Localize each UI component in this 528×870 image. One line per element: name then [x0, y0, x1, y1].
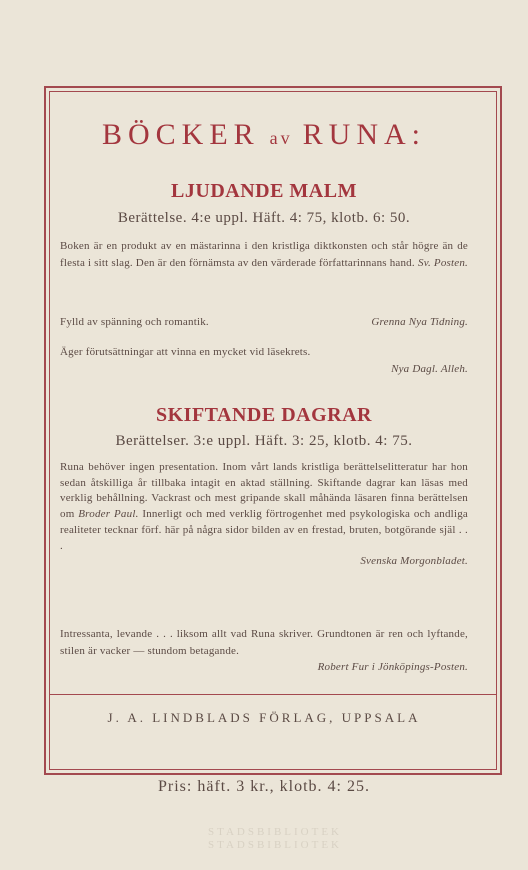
book1-title: LJUDANDE MALM — [171, 180, 357, 202]
publisher: J. A. LINDBLADS FÖRLAG, UPPSALA — [107, 710, 421, 725]
review-text-continued: Innerligt och med verklig förtrogenhet med psykologiska och andliga realiteter tecknar förf. här på några sidor bilden av en frestad, bruten, botgörande själ . . . — [60, 508, 468, 552]
stamp-line-1: STADSBIBLIOTEK — [207, 826, 342, 838]
price-line: Pris: häft. 3 kr., klotb. 4: 25. — [158, 778, 370, 795]
book2-review-2 — [60, 626, 468, 676]
review-story-title: Broder Paul. — [78, 508, 139, 521]
book2-title: SKIFTANDE DAGRAR — [156, 404, 372, 426]
review-source: Robert Fur i Jönköpings-Posten. — [317, 661, 468, 673]
review-source: Grenna Nya Tidning. — [371, 316, 468, 328]
review-source: Nya Dagl. Alleh. — [391, 362, 468, 375]
book2-info: Berättelser. 3:e uppl. Häft. 3: 25, klotb. 4: 75. — [115, 433, 413, 449]
page-title — [0, 118, 528, 152]
book1-review-2 — [60, 314, 468, 331]
review-text: Runa behöver ingen presentation. Inom vårt lands kristliga berättelselitteratur har hon sedan åtskilliga år tillbaka intagit en aktad ställning. Skiftande dagrar kan läsas med verklig behållning. Vackrast och mest gripande skall måhända läsaren finna berättelsen om — [60, 461, 468, 521]
review-source: Sv. Posten. — [418, 256, 468, 269]
book1-info: Berättelse. 4:e uppl. Häft. 4: 75, klotb. 6: 50. — [117, 210, 411, 226]
review-text: Intressanta, levande . . . liksom allt vad Runa skriver. Grundtonen är ren och lyftande, stilen är vacker — stundom betagande. — [60, 628, 468, 657]
title-author: RUNA: — [302, 118, 427, 151]
book1-review-3 — [60, 344, 468, 377]
book2-review-1 — [60, 460, 468, 570]
review-text: Boken är en produkt av en mästarinna i den kristliga diktkonsten och står högre än de flesta i sitt slag. Den är den förnämsta av den värderade författarinnans hand. — [60, 240, 468, 269]
review-text: Fylld av spänning och romantik. — [60, 316, 209, 328]
publisher-divider — [50, 694, 496, 695]
title-books: BÖCKER — [101, 118, 260, 151]
book1-review-1 — [60, 238, 468, 271]
review-text: Äger förutsättningar att vinna en mycket vid läsekrets. — [60, 346, 311, 358]
library-stamp — [190, 826, 360, 866]
title-av: av — [269, 128, 293, 148]
stamp-line-2: STADSBIBLIOTEK — [207, 839, 342, 851]
review-source: Svenska Morgonbladet. — [360, 555, 468, 568]
